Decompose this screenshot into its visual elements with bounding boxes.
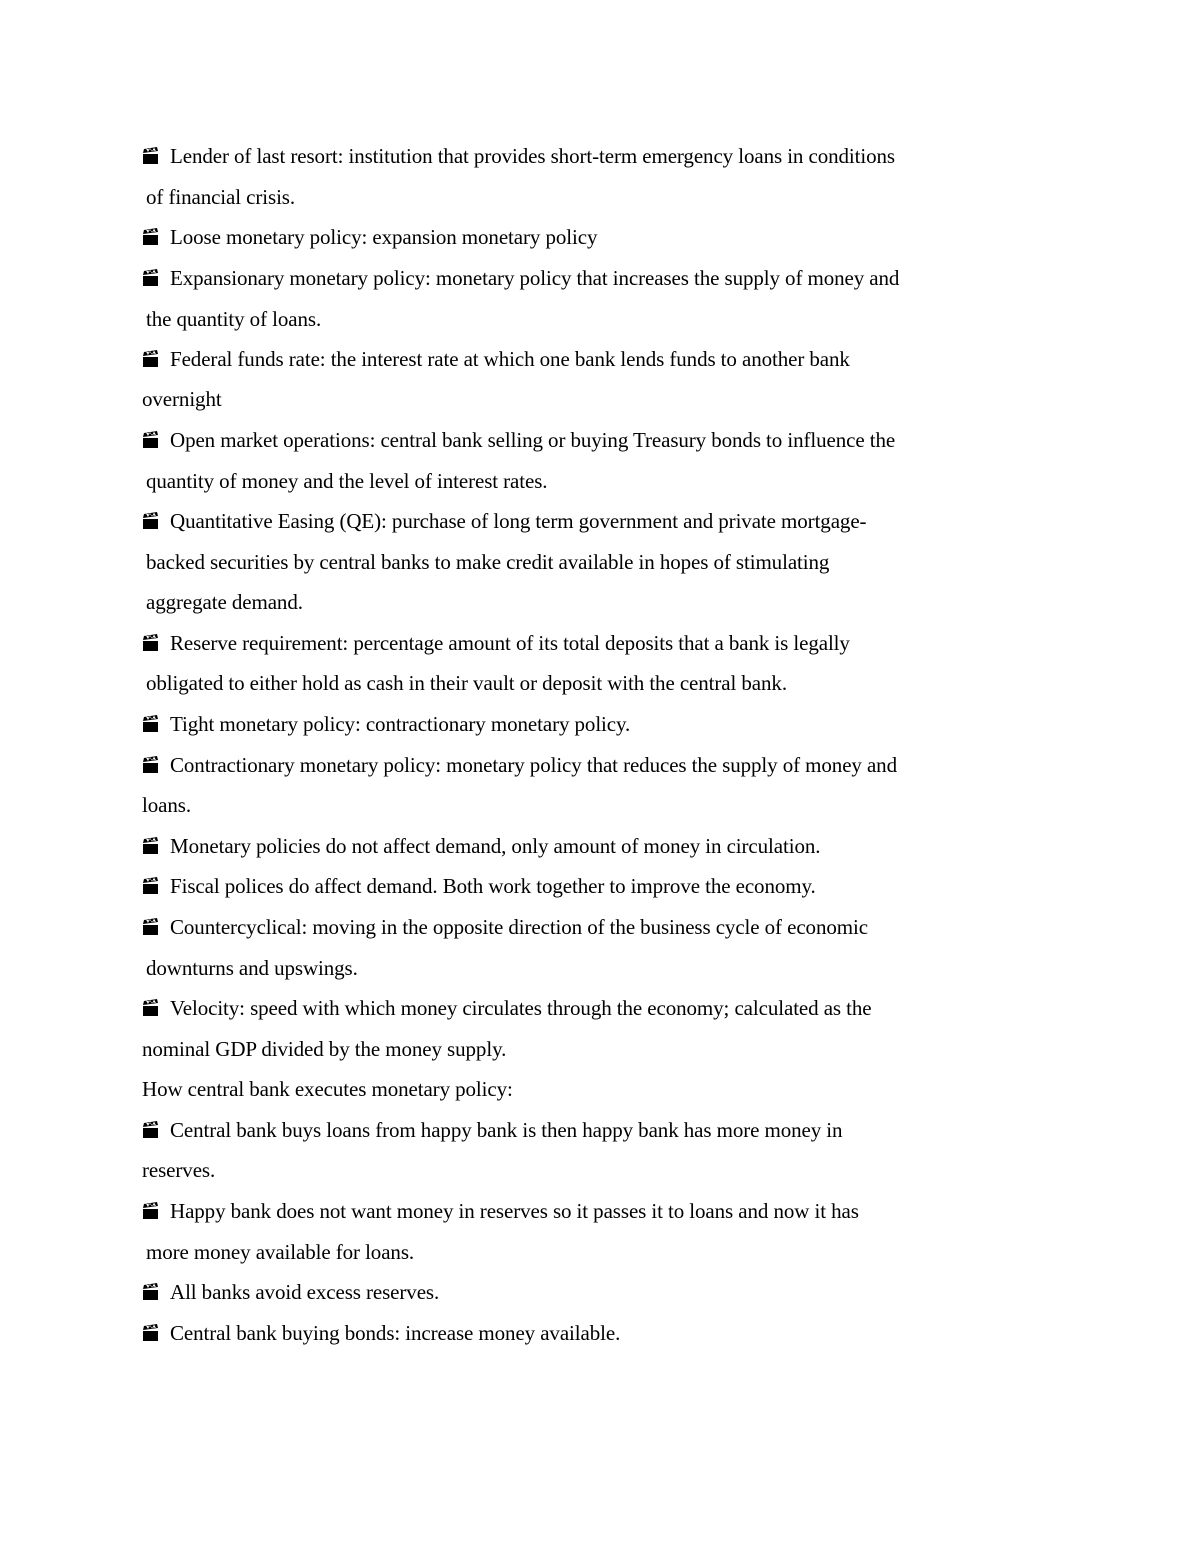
list-item	[142, 753, 897, 777]
list-item-continuation: backed securities by central banks to make credit available in hopes of stimulating	[146, 550, 830, 574]
list-item-continuation: obligated to either hold as cash in their vault or deposit with the central bank.	[146, 671, 787, 695]
item-text: Expansionary monetary policy: monetary policy that increases the supply of money and	[170, 266, 900, 290]
clapperboard-icon	[142, 147, 160, 165]
clapperboard-icon	[142, 431, 160, 449]
clapperboard-icon	[142, 1283, 160, 1301]
clapperboard-icon	[142, 1121, 160, 1139]
clapperboard-icon	[142, 999, 160, 1017]
item-text: Open market operations: central bank selling or buying Treasury bonds to influence the	[170, 428, 896, 452]
item-text: Central bank buying bonds: increase money available.	[170, 1321, 621, 1345]
list-item	[142, 347, 850, 371]
list-item	[142, 428, 895, 452]
clapperboard-icon	[142, 1324, 160, 1342]
item-text: Contractionary monetary policy: monetary policy that reduces the supply of money and	[170, 753, 897, 777]
list-item	[142, 1321, 620, 1345]
item-text: Velocity: speed with which money circulates through the economy; calculated as the	[170, 996, 872, 1020]
item-text: Loose monetary policy: expansion monetary policy	[170, 225, 598, 249]
clapperboard-icon	[142, 350, 160, 368]
item-text: Monetary policies do not affect demand, only amount of money in circulation.	[170, 834, 821, 858]
clapperboard-icon	[142, 877, 160, 895]
clapperboard-icon	[142, 512, 160, 530]
list-item-continuation: overnight	[142, 387, 222, 411]
item-text: Countercyclical: moving in the opposite direction of the business cycle of economic	[170, 915, 868, 939]
list-item	[142, 1118, 842, 1142]
section-heading: How central bank executes monetary policy:	[142, 1077, 513, 1101]
list-item-continuation: of financial crisis.	[146, 185, 296, 209]
clapperboard-icon	[142, 715, 160, 733]
list-item	[142, 631, 850, 655]
item-text: Federal funds rate: the interest rate at which one bank lends funds to another bank	[170, 347, 850, 371]
list-item-continuation: aggregate demand.	[146, 590, 303, 614]
clapperboard-icon	[142, 1202, 160, 1220]
list-item	[142, 144, 895, 168]
clapperboard-icon	[142, 634, 160, 652]
item-text: Fiscal polices do affect demand. Both work together to improve the economy.	[170, 874, 816, 898]
clapperboard-icon	[142, 918, 160, 936]
list-item-continuation: loans.	[142, 793, 191, 817]
list-item	[142, 509, 866, 533]
list-item-continuation: nominal GDP divided by the money supply.	[142, 1037, 507, 1061]
list-item	[142, 874, 816, 898]
list-item	[142, 1199, 859, 1223]
clapperboard-icon	[142, 756, 160, 774]
list-item	[142, 915, 868, 939]
item-text: Lender of last resort: institution that provides short-term emergency loans in conditions	[170, 144, 895, 168]
item-text: Tight monetary policy: contractionary monetary policy.	[170, 712, 631, 736]
list-item-continuation: quantity of money and the level of interest rates.	[146, 469, 548, 493]
list-item	[142, 996, 872, 1020]
item-text: Quantitative Easing (QE): purchase of long term government and private mortgage-	[170, 509, 867, 533]
list-item	[142, 834, 820, 858]
list-item-continuation: downturns and upswings.	[146, 956, 358, 980]
list-item	[142, 225, 597, 249]
list-item-continuation: the quantity of loans.	[146, 307, 322, 331]
list-item	[142, 712, 630, 736]
item-text: Happy bank does not want money in reserves so it passes it to loans and now it has	[170, 1199, 859, 1223]
list-item-continuation: reserves.	[142, 1158, 216, 1182]
list-item	[142, 266, 899, 290]
list-item-continuation: more money available for loans.	[146, 1240, 415, 1264]
item-text: All banks avoid excess reserves.	[170, 1280, 440, 1304]
clapperboard-icon	[142, 837, 160, 855]
item-text: Central bank buys loans from happy bank is then happy bank has more money in	[170, 1118, 843, 1142]
clapperboard-icon	[142, 269, 160, 287]
item-text: Reserve requirement: percentage amount of its total deposits that a bank is legally	[170, 631, 850, 655]
list-item	[142, 1280, 439, 1304]
clapperboard-icon	[142, 228, 160, 246]
